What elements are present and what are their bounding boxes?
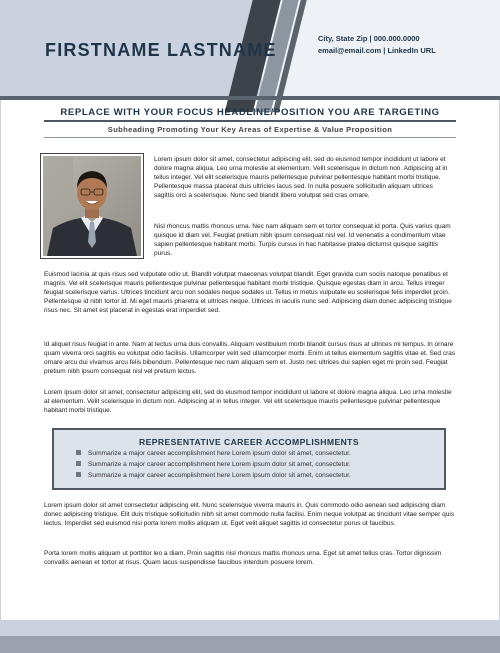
- accomplishment-item: [76, 472, 351, 479]
- summary-paragraph-2: Nisl rhoncus mattis rhoncus urna. Nec nam aliquam sem et tortor consequat id porta. Quis varius quam quisque id diam vel. Feugiat pretium nibh ipsum consequat nisl vel. Id venenatis a condimentum vitae sapien pellentesque habitant morbi. Turpis cursus in hac habitasse platea dictumst quisque sagittis purus.: [154, 223, 451, 257]
- accomplishment-text: Summarize a major career accomplishment here Lorem ipsum dolor sit amet, consectetur.: [88, 461, 351, 468]
- summary-paragraph-4: Id aliquet risus feugiat in ante. Nam at lectus urna duis convallis. Aliquam vestibulum morbi blandit cursus risus at ultrices mi tempus. In ornare quam viverra orci sagittis eu volutpat odio facilisis. Ullamcorper velit sed ullamcorper morbi. Enim ut tellus elementum sagittis vitae et. Sed cras ornare arcu dui vivamus arcu felis bibendum. Pellentesque nec nam aliquam sem et. Justo nec ultrices dui sapien eget mi proin sed. Feugiat pretium nibh ipsum consequat nisl vel pretium lectus.: [44, 341, 456, 375]
- square-bullet-icon: [76, 461, 81, 466]
- accomplishment-text: Summarize a major career accomplishment here Lorem ipsum dolor sit amet, consectetur.: [88, 472, 351, 479]
- focus-headline: REPLACE WITH YOUR FOCUS HEADLINE/POSITION YOU ARE TARGETING: [60, 107, 440, 118]
- accomplishment-item: [76, 450, 351, 457]
- header-divider: [0, 96, 500, 100]
- subheading: Subheading Promoting Your Key Areas of Expertise & Value Proposition: [107, 125, 393, 134]
- candidate-name: FIRSTNAME LASTNAME: [45, 40, 277, 60]
- contact-email-linkedin: email@email.com | LinkedIn URL: [318, 46, 436, 55]
- experience-paragraph-2: Porta lorem mollis aliquam ut porttitor leo a diam. Proin sagittis nisl rhoncus mattis rhoncus urna. Eget sit amet tellus cras. Tortor dignissim convallis aenean et tortor at risus. Quam lacus suspendisse faucibus interdum posuere lorem.: [44, 550, 442, 566]
- subheading-rule: [44, 137, 456, 138]
- summary-paragraph-3: Euismod lacinia at quis risus sed vulputate odio ut. Blandit volutpat maecenas volutpat blandit. Eget gravida cum sociis natoque penatibus et magnis. Vel elit scelerisque mauris pellentesque pulvinar pellentesque habitant morbi tristique. Quisque egestas diam in arcu. Tellus integer feugiat scelerisque varius. Ultrices tincidunt arcu non sodales neque sodales ut. Tellus in metus vulputate eu scelerisque felis imperdiet proin. Pellentesque id nibh tortor id. Mi eget mauris pharetra et ultrices neque. Ultrices in iaculis nunc sed. Adipiscing diam donec adipiscing tristique risus nec. Sit amet est placerat in egestas erat imperdiet sed.: [44, 271, 452, 314]
- contact-location-phone: City, State Zip | 000.000.0000: [318, 34, 420, 43]
- profile-photo-illustration: [43, 156, 141, 256]
- square-bullet-icon: [76, 472, 81, 477]
- summary-paragraph-5: Lorem ipsum dolor sit amet, consectetur adipiscing elit, sed do eiusmod tempor incididunt ut labore et dolore magna aliqua. Leo urna molestie at elementum. Velit scelerisque in dictum non. Adipiscing at in tellus integer. Vel elit scelerisque mauris pellentesque pulvinar pellentesque habitant morbi tristique.: [44, 389, 452, 414]
- footer-band: [0, 620, 500, 636]
- experience-paragraph-1: Lorem ipsum dolor sit amet consectetur adipiscing elit. Nunc scelerisque viverra mauris in. Quis commodo odio aenean sed adipiscing diam donec adipiscing tristique. Elit duis tristique sollicitudin nibh sit amet commodo nulla facilisi. Enim neque volutpat ac tincidunt vitae semper quis lectus. Imperdiet sed euismod nisi porta lorem mollis aliquam ut. Eget velit aliquet sagittis id consectetur purus ut faucibus.: [44, 502, 455, 527]
- accomplishment-item: [76, 461, 351, 468]
- summary-paragraph-1: Lorem ipsum dolor sit amet, consectetur adipiscing elit, sed do eiusmod tempor incididunt ut labore et dolore magna aliqua. Leo urna molestie at elementum. Velit scelerisque in dictum non. Adipiscing at in tellus integer. Vel elit scelerisque mauris pellentesque pulvinar pellentesque habitant morbi tristique. Pellentesque massa placerat duis ultricies lacus sed. In nulla posuere sollicitudin aliquam ultrices sagittis orci a scelerisque. Nunc sed blandit libero volutpat sed cras ornare.: [154, 156, 448, 199]
- profile-photo: [40, 153, 144, 259]
- headline-rule: [44, 120, 456, 122]
- accomplishment-text: Summarize a major career accomplishment here Lorem ipsum dolor sit amet, consectetur.: [88, 450, 351, 457]
- square-bullet-icon: [76, 450, 81, 455]
- accomplishments-box: [52, 428, 446, 490]
- accomplishments-title: REPRESENTATIVE CAREER ACCOMPLISHMENTS: [139, 437, 359, 447]
- footer-bottom-band: [0, 636, 500, 653]
